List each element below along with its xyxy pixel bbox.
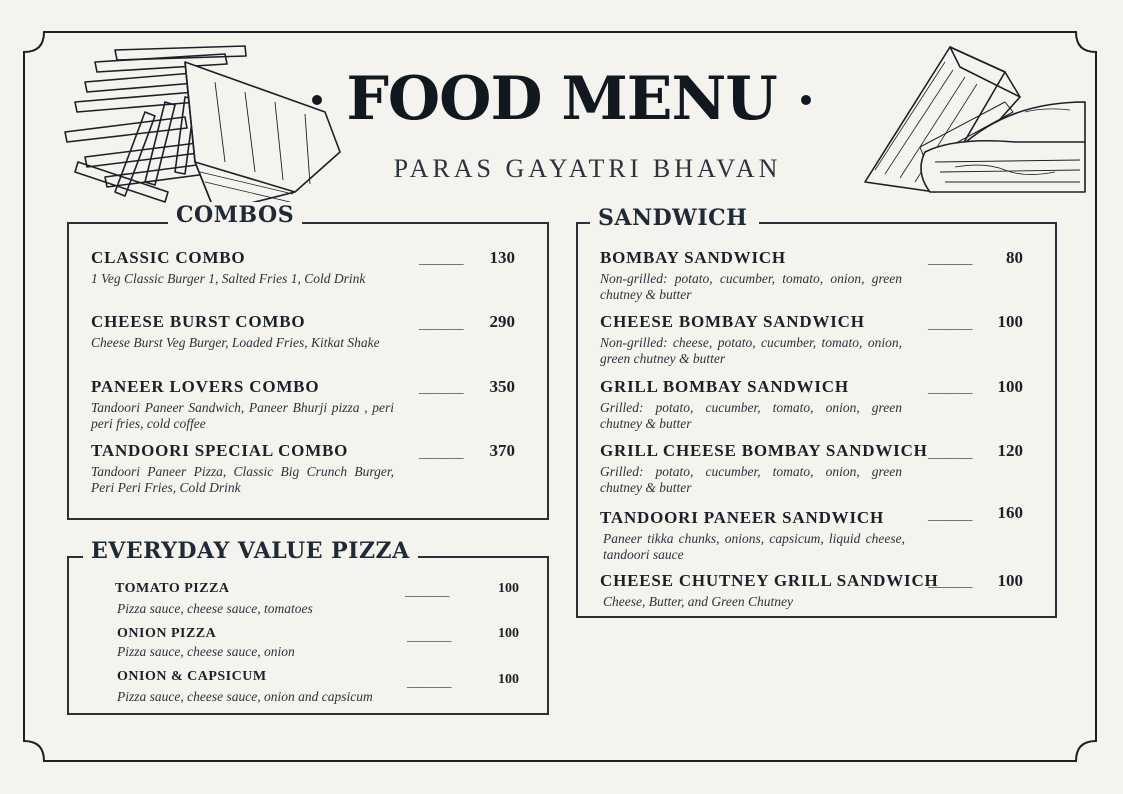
item-separator: ________ [928,252,972,266]
item-name: TOMATO PIZZA [115,581,230,596]
item-separator: ________ [928,317,972,331]
menu-title-text: FOOD MENU [346,64,777,134]
item-price: 290 [489,312,515,331]
item-price: 370 [489,441,515,460]
item-price: 130 [489,248,515,267]
item-name: ONION PIZZA [117,626,217,641]
restaurant-name: PARAS GAYATRI BHAVAN [393,154,782,183]
item-description: Paneer tikka chunks, onions, capsicum, liquid cheese, tandoori sauce [603,531,905,562]
item-description: Cheese, Butter, and Green Chutney [603,594,793,609]
item-price: 100 [997,377,1023,396]
item-name: GRILL BOMBAY SANDWICH [600,377,849,396]
item-price: 100 [498,626,519,641]
item-price: 100 [997,312,1023,331]
item-price: 350 [489,377,515,396]
item-description: Tandoori Paneer Pizza, Classic Big Crunch Burger, Peri Peri Fries, Cold Drink [91,464,394,495]
item-separator: ________ [928,508,972,522]
item-name: TANDOORI PANEER SANDWICH [600,508,884,527]
item-description: Pizza sauce, cheese sauce, onion and capsicum [117,689,373,704]
pizza-heading: EVERYDAY VALUE PIZZA [83,538,418,564]
item-name: ONION & CAPSICUM [117,669,267,684]
item-separator: ________ [928,446,972,460]
item-separator: ________ [419,252,463,266]
title-dot-left [312,95,322,105]
item-name: PANEER LOVERS COMBO [91,377,320,396]
item-separator: ________ [419,446,463,460]
item-separator: ________ [407,675,451,689]
item-separator: ________ [419,317,463,331]
item-name: CHEESE BOMBAY SANDWICH [600,312,865,331]
item-description: Non-grilled: cheese, potato, cucumber, tomato, onion, green chutney & butter [600,335,902,366]
sandwich-heading: SANDWICH [590,205,759,231]
item-price: 100 [498,672,519,687]
item-name: BOMBAY SANDWICH [600,248,786,267]
item-description: Non-grilled: potato, cucumber, tomato, onion, green chutney & butter [600,271,902,302]
item-description: Cheese Burst Veg Burger, Loaded Fries, Kitkat Shake [91,335,380,350]
item-separator: ________ [419,381,463,395]
item-name: CHEESE BURST COMBO [91,312,306,331]
item-name: CHEESE CHUTNEY GRILL SANDWICH [600,571,939,590]
item-price: 100 [498,581,519,596]
item-price: 100 [997,571,1023,590]
title-dot-right [801,95,811,105]
item-separator: ________ [405,584,449,598]
item-name: CLASSIC COMBO [91,248,246,267]
item-description: Grilled: potato, cucumber, tomato, onion, green chutney & butter [600,400,902,431]
item-description: Grilled: potato, cucumber, tomato, onion, green chutney & butter [600,464,902,495]
item-description: Pizza sauce, cheese sauce, tomatoes [117,601,313,616]
item-name: GRILL CHEESE BOMBAY SANDWICH [600,441,928,460]
item-description: Tandoori Paneer Sandwich, Paneer Bhurji pizza , peri peri fries, cold coffee [91,400,394,431]
item-separator: ________ [407,629,451,643]
item-description: Pizza sauce, cheese sauce, onion [117,644,295,659]
item-description: 1 Veg Classic Burger 1, Salted Fries 1, Cold Drink [91,271,366,286]
item-separator: ________ [928,381,972,395]
item-name: TANDOORI SPECIAL COMBO [91,441,349,460]
item-price: 160 [997,503,1023,522]
item-price: 80 [1006,248,1023,267]
item-separator: ________ [928,575,972,589]
menu-title [0,62,1123,136]
item-price: 120 [997,441,1023,460]
combos-heading: COMBOS [168,202,302,228]
